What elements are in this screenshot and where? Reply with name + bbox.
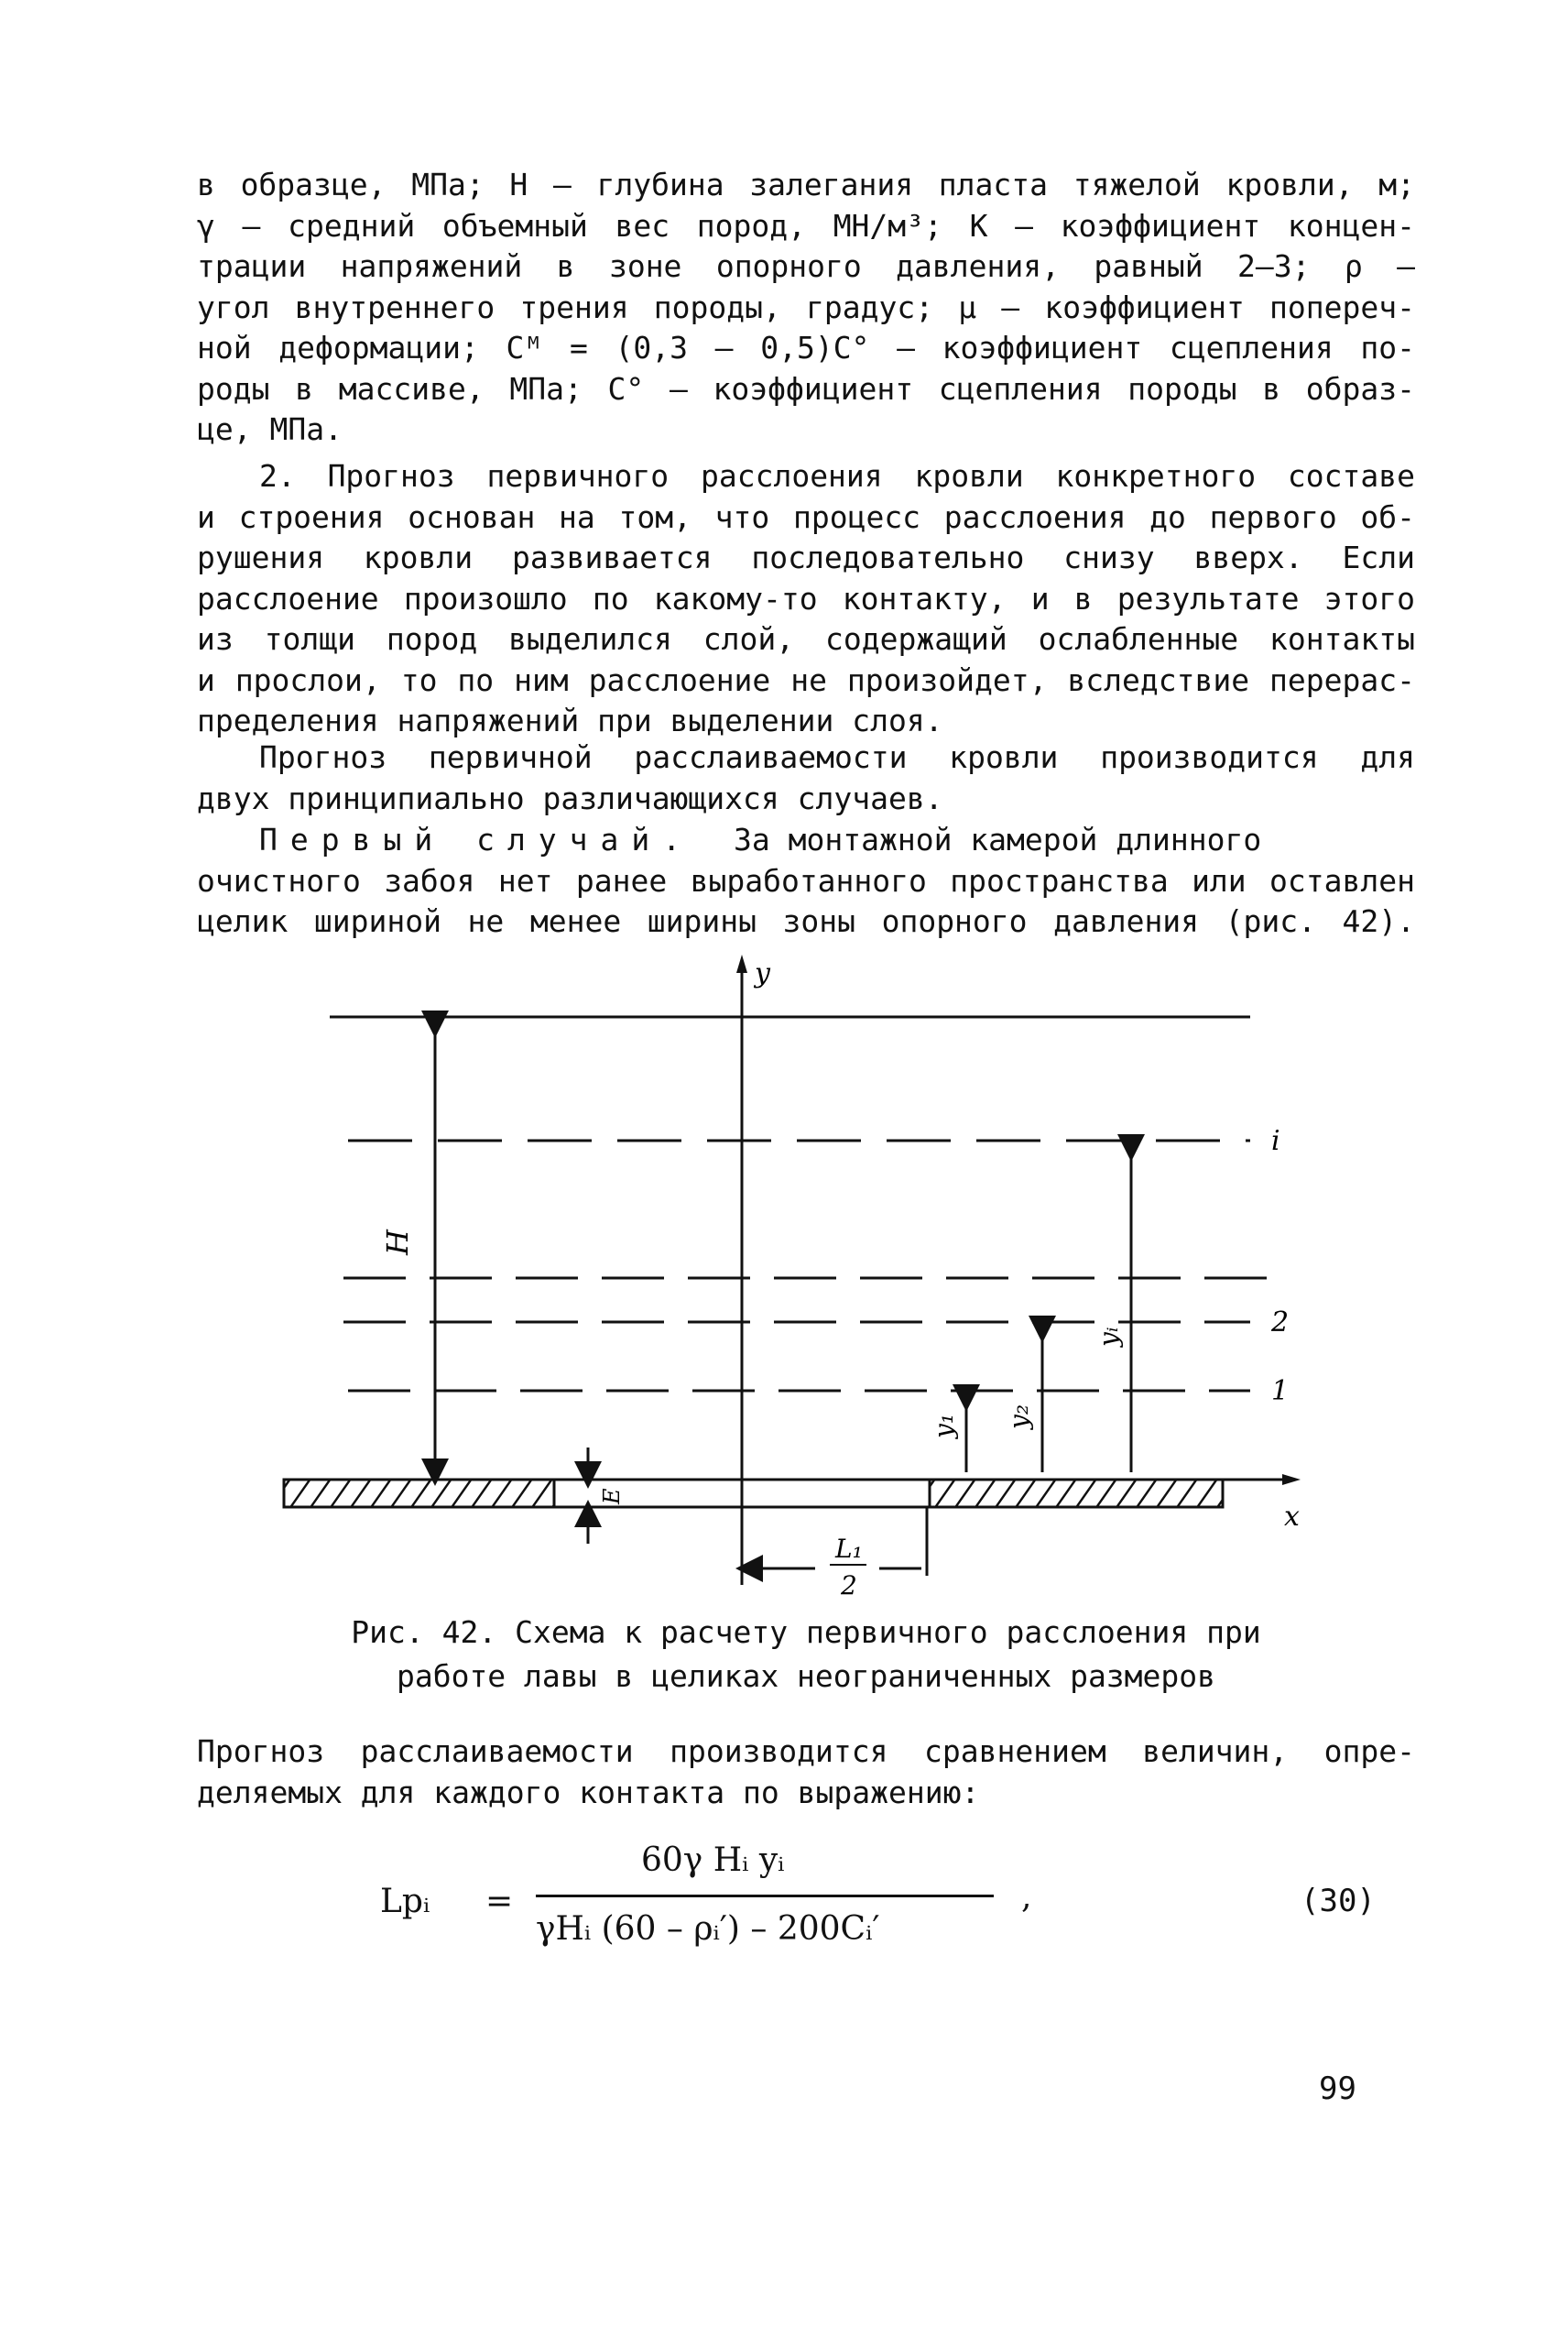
- y-axis-arrow-icon: [736, 955, 747, 973]
- text-fragment: За монтажной камерой длинного: [734, 822, 1262, 858]
- paragraph-2: [197, 456, 1415, 742]
- text-line: Прогноз первичной расслаиваемости кровли производится для: [259, 739, 1415, 775]
- formula-equals: =: [485, 1883, 514, 1920]
- text-line: расслоение произошло по какому-то контакту, и в результате этого: [197, 580, 1415, 617]
- text-line: Прогноз расслаиваемости производится сравнением величин, опре-: [197, 1733, 1415, 1769]
- text-line: це, МПа.: [197, 411, 343, 447]
- paragraph-1: [197, 165, 1415, 451]
- case-heading: Первый случай.: [259, 822, 694, 858]
- text-line: роды в массиве, МПа; С° – коэффициент сцепления породы в образ-: [197, 370, 1415, 407]
- text-line: рушения кровли развивается последовательно снизу вверх. Если: [197, 540, 1415, 575]
- text-line: пределения напряжений при выделении слоя.: [197, 703, 943, 738]
- line-label-2: 2: [1271, 1306, 1290, 1338]
- text-line: γ – средний объемный вес пород, МН/м³; К – коэффициент концен-: [197, 207, 1415, 244]
- x-axis-label: x: [1284, 1501, 1300, 1533]
- text-line: деляемых для каждого контакта по выражению:: [197, 1774, 980, 1810]
- line-label-i: i: [1271, 1125, 1280, 1157]
- paragraph-5: [197, 1732, 1415, 1813]
- text-line: двух принципиально различающихся случаев.: [197, 780, 943, 816]
- caption-line: Рис. 42. Схема к расчету первичного расслоения при: [351, 1614, 1261, 1650]
- formula-lhs: Lpᵢ: [380, 1883, 430, 1920]
- dimension-label-H: H: [380, 1229, 415, 1255]
- line-label-1: 1: [1271, 1375, 1290, 1407]
- dimension-label-y2: y₂: [1004, 1404, 1034, 1429]
- text-line: ной деформации; Сᴹ = (0,3 – 0,5)С° – коэффициент сцепления по-: [197, 330, 1415, 366]
- page-number: 99: [1319, 2070, 1356, 2107]
- text-line: в образце, МПа; Н – глубина залегания пласта тяжелой кровли, м;: [197, 167, 1415, 202]
- x-axis-arrow-icon: [1282, 1474, 1301, 1485]
- hatched-coal-left: [284, 1480, 554, 1507]
- text-line: 2. Прогноз первичного расслоения кровли конкретного составе: [259, 458, 1415, 494]
- figure-42-diagram: [266, 953, 1328, 1622]
- formula-numerator: 60γ Hᵢ yᵢ: [641, 1841, 785, 1879]
- formula-number: (30): [1301, 1883, 1376, 1919]
- hatched-coal-right: [930, 1480, 1223, 1507]
- text-line: [197, 820, 1415, 861]
- formula-denominator: γHᵢ (60 – ρᵢ′) – 200Cᵢ′: [536, 1910, 880, 1948]
- text-line: очистного забоя нет ранее выработанного пространства или оставлен: [197, 862, 1415, 899]
- dimension-label-half: 2: [841, 1570, 857, 1600]
- formula-comma: ,: [1021, 1878, 1032, 1916]
- dimension-label-E: E: [599, 1488, 625, 1504]
- text-line: трации напряжений в зоне опорного давления, равный 2–3; ρ –: [197, 248, 1415, 284]
- paragraph-3: [197, 737, 1415, 819]
- text-line: из толщи пород выделился слой, содержащий ослабленные контакты: [197, 621, 1415, 657]
- text-line: и строения основан на том, что процесс расслоения до первого об-: [197, 498, 1415, 535]
- text-line: угол внутреннего трения породы, градус; μ – коэффициент попереч-: [197, 289, 1415, 325]
- text-line: и прослои, то по ним расслоение не произойдет, вследствие перерас-: [197, 661, 1415, 698]
- y-axis-label: y: [755, 957, 770, 989]
- figure-caption: [197, 1611, 1415, 1699]
- dimension-label-yi: yᵢ: [1094, 1327, 1124, 1347]
- dimension-label-y1: y₁: [929, 1413, 959, 1438]
- caption-line: работе лавы в целиках неограниченных размеров: [396, 1658, 1216, 1694]
- formula-fraction-bar: [536, 1895, 994, 1897]
- paragraph-4: [197, 820, 1415, 943]
- text-line: целик шириной не менее ширины зоны опорного давления (рис. 42).: [197, 903, 1415, 939]
- dimension-label-L1: L₁: [835, 1534, 863, 1564]
